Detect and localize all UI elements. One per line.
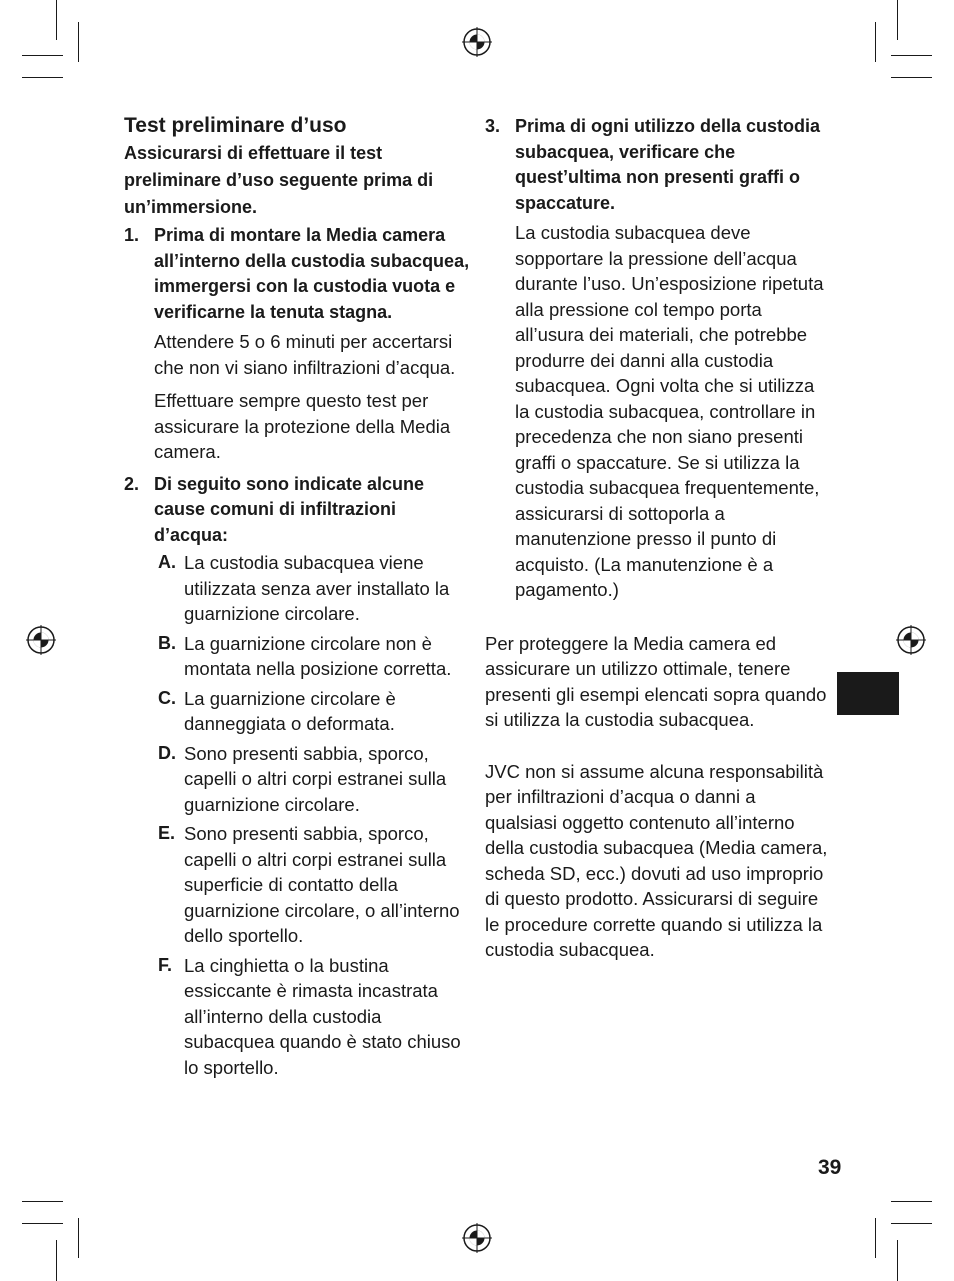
cause-text: La custodia subacquea viene utilizzata senza aver installato la guarnizione circolare. [184,552,450,624]
cause-letter: C. [158,687,176,708]
registration-mark-icon [462,1223,492,1253]
crop-mark [875,1218,876,1258]
step-paragraph: La custodia subacquea deve sopportare la pressione dell’acqua durante l’uso. Un’esposizione ripetuta alla pressione col tempo porta all’usura dei materiali, che potrebbe produrre dei danni alla custodia subacquea. Ogni volta che si utilizza la custodia subacquea, controllare in precedenza che non siano presenti graffi o spaccature. Se si utilizza la custodia subacquea frequentemente, assicurarsi di sottoporla a manutenzione presso il punto di acquisto. (La manutenzione è a pagamento.) [515,222,824,600]
right-column [485,114,830,963]
crop-mark [891,77,932,78]
crop-mark [897,0,898,40]
crop-mark [22,77,63,78]
step-heading: Prima di ogni utilizzo della custodia subacquea, verificare che quest’ultima non presenti graffi o spaccature. [515,116,821,213]
cause-text: La guarnizione circolare non è montata nella posizione corretta. [184,632,452,679]
step-2 [124,472,469,1081]
note-paragraph: Per proteggere la Media camera ed assicurare un utilizzo ottimale, tenere presenti gli esempi elencati sopra quando si utilizza la custodia subacquea. [485,632,827,730]
cause-text: Sono presenti sabbia, sporco, capelli o altri corpi estranei sulla guarnizione circolare. [184,742,447,815]
crop-mark [56,0,57,40]
step-1 [124,223,469,465]
registration-mark-icon [462,27,492,57]
cause-item [158,550,469,627]
registration-mark-icon [26,625,56,655]
note-paragraph: JVC non si assume alcuna responsabilità per infiltrazioni d’acqua o danni a qualsiasi oggetto contenuto all’interno della custodia subacquea (Media camera, scheda SD, ecc.) dovuti ad uso improprio di questo prodotto. Assicurarsi di seguire le procedure corrette quando si utilizza la custodia subacquea. [485,760,828,960]
step-number: 1. [124,225,140,245]
cause-item [158,741,469,818]
crop-mark [897,1240,898,1281]
cause-text: La cinghietta o la bustina essiccante è rimasta incastrata all’interno della custodia subacquea quando è stato chiuso lo sportello. [184,954,461,1078]
cause-item [158,821,469,949]
cause-letter: D. [158,742,176,763]
crop-mark [78,22,79,62]
step-paragraph: Effettuare sempre questo test per assicurare la protezione della Media camera. [154,390,451,462]
step-number: 3. [485,116,501,136]
crop-mark [891,55,932,56]
crop-mark [891,1223,932,1224]
crop-mark [56,1240,57,1281]
crop-mark [22,55,63,56]
crop-mark [78,1218,79,1258]
left-column [124,112,469,1080]
cause-item [158,686,469,737]
cause-item [158,953,469,1081]
step-paragraph: Attendere 5 o 6 minuti per accertarsi che non vi siano infiltrazioni d’acqua. [154,331,456,378]
step-3 [485,114,830,603]
cause-text: La guarnizione circolare è danneggiata o deformata. [184,687,396,734]
step-heading: Prima di montare la Media camera all’interno della custodia subacquea, immergersi con la custodia vuota e verificarne la tenuta stagna. [154,225,470,322]
step-heading: Di seguito sono indicate alcune cause comuni di infiltrazioni d’acqua: [154,473,425,545]
crop-mark [22,1201,63,1202]
cause-letter: E. [158,823,176,843]
cause-letter: F. [158,954,173,975]
cause-text: Sono presenti sabbia, sporco, capelli o altri corpi estranei sulla superficie di contatto della guarnizione circolare, o all’interno dello sportello. [184,823,460,946]
cause-item [158,631,469,682]
crop-mark [22,1223,63,1224]
cause-letter: B. [158,632,176,653]
crop-mark [875,22,876,62]
step-number: 2. [124,473,140,494]
section-intro: Assicurarsi di effettuare il test preliminare d’uso seguente prima di un’immersione. [124,143,434,217]
section-title: Test preliminare d’uso [124,114,347,137]
registration-mark-icon [896,625,926,655]
page-number: 39 [818,1156,842,1179]
crop-mark [891,1201,932,1202]
cause-letter: A. [158,552,176,572]
section-tab [837,672,899,715]
